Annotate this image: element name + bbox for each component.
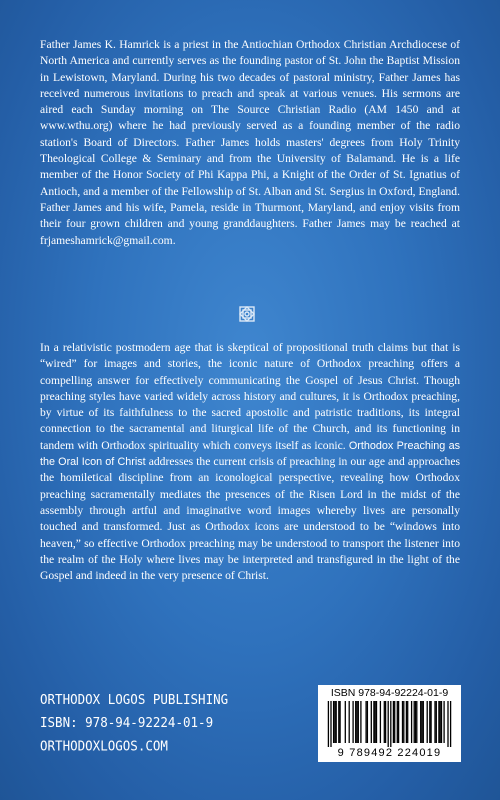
barcode-bar	[380, 701, 381, 743]
barcode-bar	[420, 701, 421, 743]
barcode-bar	[388, 701, 389, 747]
book-title: Orthodox Preaching as the Oral Icon of Christ	[40, 439, 461, 469]
barcode-bar	[398, 701, 399, 743]
barcode-bar	[393, 701, 394, 743]
barcode-bar	[345, 701, 346, 743]
barcode-bar	[407, 701, 408, 743]
barcode-bar	[385, 701, 386, 743]
barcode-bar	[375, 701, 376, 743]
barcode-bar	[440, 701, 441, 743]
barcode-bar	[406, 701, 407, 743]
barcode-bar	[360, 701, 361, 743]
barcode-bar	[390, 701, 391, 747]
isbn-barcode	[318, 685, 461, 762]
barcode-bar	[328, 701, 329, 747]
barcode-bar	[339, 701, 340, 743]
barcode-bar	[443, 701, 444, 743]
barcode-bars	[322, 701, 457, 747]
barcode-bar	[384, 701, 385, 743]
author-bio: Father James K. Hamrick is a priest in the Antiochian Orthodox Christian Archdiocese of North America and currently serves as the founding pastor of St. John the Baptist Mission in Lewistown, Maryland. During his two decades of pastoral ministry, Father James has received numerous invitations to preach and speak at various venues. His sermons are aired each Sunday morning on The Source Christian Radio (AM 1450 and at www.wthu.org) where he had previously served as a founding member of the radio station's Board of Directors. Father James holds masters' degrees from Holy Trinity Theological College & Seminary and from the University of Balamand. He is a life member of the Honor Society of Phi Kappa Phi, a Knight of the Order of St. Ignatius of Antioch, and a member of the Fellowship of St. Alban and St. Sergius in Oxford, England. Father James and his wife, Pamela, reside in Thurmont, Maryland, and enjoy visits from their four grown children and young granddaughters. Father James may be reached at frjameshamrick@gmail.com.	[40, 38, 460, 247]
barcode-bar	[423, 701, 424, 743]
description-text-start: In a relativistic postmodern age that is skeptical of propositional truth claims but that is “wired” for images and stories, the iconic nature of Orthodox preaching offers a compelling answer for effectively communicating the Gospel of Jesus Christ. Though preaching styles have varied widely across history and cultures, it is Orthodox preaching, by virtue of its faithfulness to the sacred apostolic and patristic traditions, its integral connection to the sacramental and liturgical life of the Church, and its functioning in tandem with Orthodox spirituality which conveys itself as iconic.	[40, 341, 460, 452]
publisher-isbn: ISBN: 978-94-92224-01-9	[40, 714, 214, 731]
barcode-bar	[441, 701, 442, 743]
barcode-bar	[438, 701, 439, 743]
barcode-bar	[355, 701, 356, 743]
barcode-bar	[376, 701, 377, 743]
barcode-bar	[411, 701, 412, 743]
barcode-bar	[414, 701, 415, 743]
description-text-end: addresses the current crisis of preaching in our age and approaches the homiletical discipline from an iconological perspective, revealing how Orthodox preaching sacramentally mediates the presences of the Risen Lord in the midst of the assembly through artful and imaginative word images whereby lives are personally touched and transformed. Just as Orthodox icons are understood to be “windows into heaven,” so effective Orthodox preaching may be understood to transport the listener into the realm of the Holy where lives may be interpreted and transfigured in the light of the Gospel and indeed in the very presence of Christ.	[40, 455, 460, 583]
publisher-name: ORTHODOX LOGOS PUBLISHING	[40, 691, 229, 708]
barcode-bar	[367, 701, 368, 743]
barcode-bar	[427, 701, 428, 743]
barcode-bar	[352, 701, 353, 743]
barcode-bar	[403, 701, 404, 743]
barcode-bar	[358, 701, 359, 743]
barcode-bar	[336, 701, 337, 743]
barcode-bar	[450, 701, 451, 747]
barcode-bar	[349, 701, 350, 743]
barcode-bar	[416, 701, 417, 743]
barcode-bar	[356, 701, 357, 743]
barcode-bar	[334, 701, 335, 743]
barcode-bar	[436, 701, 437, 743]
barcode-bar	[447, 701, 448, 747]
barcode-bar	[333, 701, 334, 743]
barcode-bar	[421, 701, 422, 743]
celtic-knot-ornament-icon	[237, 304, 257, 324]
barcode-bar	[434, 701, 435, 743]
barcode-bar	[397, 701, 398, 743]
barcode-digits: 9 789492 224019	[337, 747, 442, 759]
barcode-bar	[394, 701, 395, 743]
barcode-bar	[373, 701, 374, 743]
barcode-bar	[429, 701, 430, 743]
barcode-bar	[330, 701, 331, 747]
barcode-bar	[415, 701, 416, 743]
publisher-info	[40, 688, 228, 757]
book-description	[40, 340, 460, 584]
barcode-bar	[338, 701, 339, 743]
barcode-bar	[402, 701, 403, 743]
barcode-bar	[365, 701, 366, 743]
barcode-isbn-label: ISBN 978-94-92224-01-9	[330, 687, 449, 699]
barcode-bar	[371, 701, 372, 743]
publisher-website: ORTHODOXLOGOS.COM	[40, 737, 168, 754]
barcode-bar	[430, 701, 431, 743]
